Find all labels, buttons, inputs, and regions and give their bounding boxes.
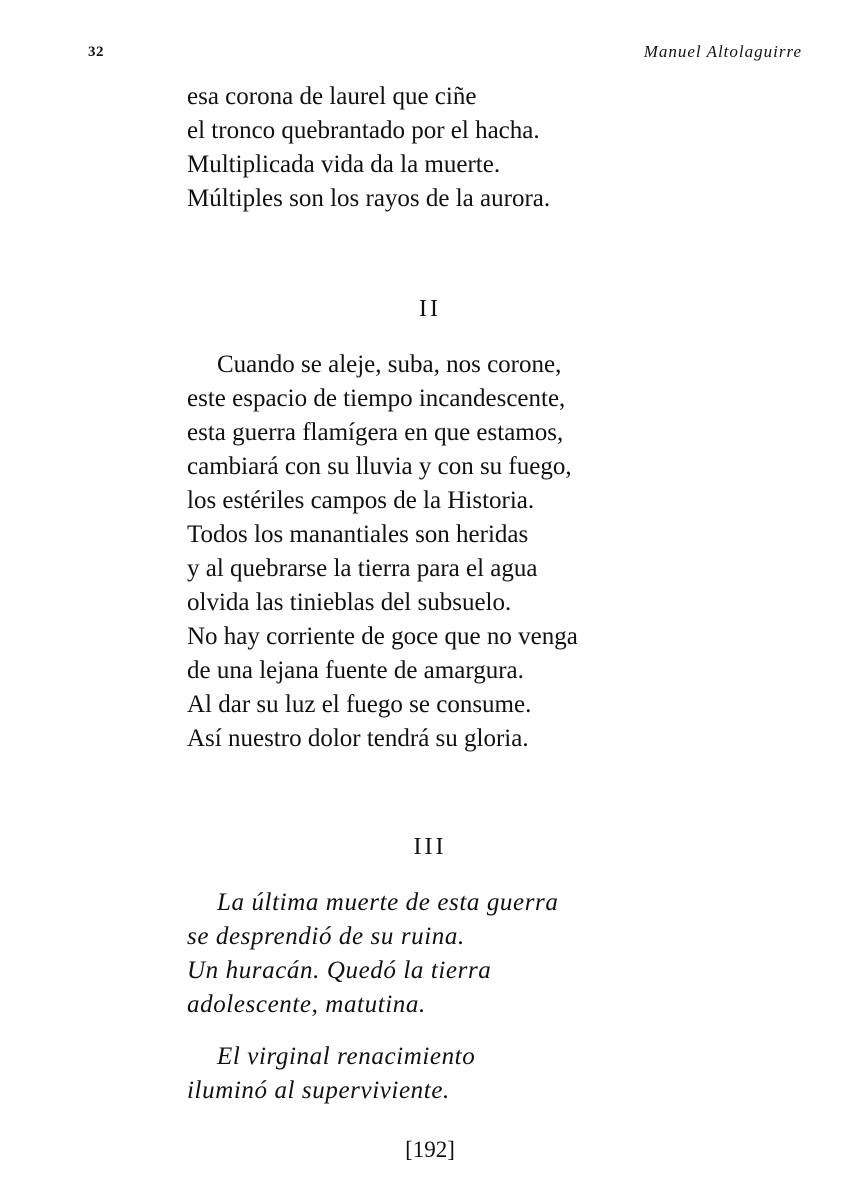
verse-line: esta guerra flamígera en que estamos, bbox=[187, 419, 564, 446]
section-heading-iii: III bbox=[413, 834, 447, 860]
section-heading-ii: II bbox=[419, 296, 441, 322]
verse-line: Cuando se aleje, suba, nos corone, bbox=[217, 351, 562, 378]
verse-line: Todos los manantiales son heridas bbox=[187, 521, 529, 548]
page-number: 32 bbox=[88, 44, 104, 60]
verse-line: este espacio de tiempo incandescente, bbox=[187, 385, 566, 412]
stanza-2 bbox=[187, 348, 578, 756]
verse-line: iluminó al superviviente. bbox=[187, 1077, 450, 1104]
verse-line: Así nuestro dolor tendrá su gloria. bbox=[187, 725, 529, 752]
verse-line: olvida las tinieblas del subsuelo. bbox=[187, 589, 512, 616]
folio: [192] bbox=[405, 1137, 455, 1162]
verse-line: La última muerte de esta guerra bbox=[217, 889, 559, 916]
stanza-1 bbox=[187, 80, 550, 216]
verse-line: se desprendió de su ruina. bbox=[187, 923, 465, 950]
verse-line: Multiplicada vida da la muerte. bbox=[187, 151, 501, 178]
stanza-3a bbox=[187, 886, 559, 1022]
verse-line: El virginal renacimiento bbox=[217, 1043, 476, 1070]
verse-line: Un huracán. Quedó la tierra bbox=[187, 957, 492, 984]
verse-line: Múltiples son los rayos de la aurora. bbox=[187, 185, 551, 212]
verse-line: adolescente, matutina. bbox=[187, 991, 426, 1018]
stanza-3b bbox=[187, 1040, 475, 1108]
verse-line: los estériles campos de la Historia. bbox=[187, 487, 535, 514]
running-head: Manuel Altolaguirre bbox=[643, 42, 802, 61]
verse-line: esa corona de laurel que ciñe bbox=[187, 83, 477, 110]
verse-line: cambiará con su lluvia y con su fuego, bbox=[187, 453, 572, 480]
verse-line: de una lejana fuente de amargura. bbox=[187, 657, 524, 684]
verse-line: el tronco quebrantado por el hacha. bbox=[187, 117, 540, 144]
verse-line: Al dar su luz el fuego se consume. bbox=[187, 691, 532, 718]
verse-line: No hay corriente de goce que no venga bbox=[187, 623, 578, 650]
verse-line: y al quebrarse la tierra para el agua bbox=[187, 555, 538, 582]
